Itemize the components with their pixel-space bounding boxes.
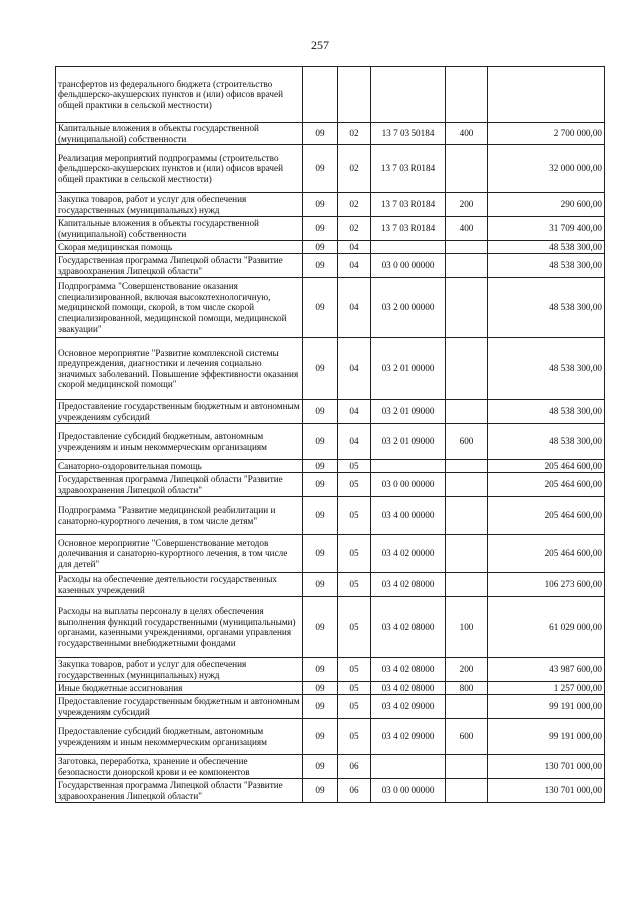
budget-table bbox=[55, 66, 605, 803]
row-ved: 09 bbox=[303, 597, 338, 658]
row-vr bbox=[446, 535, 488, 573]
row-csr: 03 4 02 08000 bbox=[371, 597, 446, 658]
row-vr: 100 bbox=[446, 597, 488, 658]
row-vr bbox=[446, 779, 488, 803]
row-sum: 130 701 000,00 bbox=[488, 779, 605, 803]
row-vr: 400 bbox=[446, 217, 488, 241]
row-rz: 05 bbox=[338, 497, 371, 535]
row-name: Предоставление субсидий бюджетным, автономным учреждениям и иным некоммерческим организациям bbox=[56, 719, 303, 755]
row-name: Государственная программа Липецкой области "Развитие здравоохранения Липецкой области" bbox=[56, 254, 303, 278]
row-csr: 03 2 00 00000 bbox=[371, 278, 446, 338]
row-csr: 13 7 03 50184 bbox=[371, 123, 446, 145]
row-rz: 05 bbox=[338, 535, 371, 573]
row-ved: 09 bbox=[303, 278, 338, 338]
row-ved: 09 bbox=[303, 424, 338, 460]
table-row bbox=[56, 217, 605, 241]
row-vr: 200 bbox=[446, 658, 488, 682]
row-sum: 32 000 000,00 bbox=[488, 145, 605, 193]
row-csr: 13 7 03 R0184 bbox=[371, 217, 446, 241]
row-sum: 48 538 300,00 bbox=[488, 254, 605, 278]
row-vr: 200 bbox=[446, 193, 488, 217]
row-vr: 800 bbox=[446, 682, 488, 695]
row-vr: 600 bbox=[446, 719, 488, 755]
row-name: Реализация мероприятий подпрограммы (строительство фельдшерско-акушерских пунктов и (или) офисов врачей общей практики в сельской местности) bbox=[56, 145, 303, 193]
row-vr bbox=[446, 460, 488, 473]
row-rz: 04 bbox=[338, 338, 371, 400]
row-vr bbox=[446, 473, 488, 497]
row-rz: 06 bbox=[338, 755, 371, 779]
row-sum: 106 273 600,00 bbox=[488, 573, 605, 597]
row-vr bbox=[446, 67, 488, 123]
table-row bbox=[56, 755, 605, 779]
row-sum: 205 464 600,00 bbox=[488, 535, 605, 573]
row-ved: 09 bbox=[303, 123, 338, 145]
row-vr bbox=[446, 497, 488, 535]
table-row bbox=[56, 719, 605, 755]
row-rz: 04 bbox=[338, 254, 371, 278]
row-name: Капитальные вложения в объекты государственной (муниципальной) собственности bbox=[56, 123, 303, 145]
row-ved: 09 bbox=[303, 779, 338, 803]
table-row bbox=[56, 573, 605, 597]
row-csr: 03 4 00 00000 bbox=[371, 497, 446, 535]
table-row bbox=[56, 658, 605, 682]
row-name: Заготовка, переработка, хранение и обеспечение безопасности донорской крови и ее компонентов bbox=[56, 755, 303, 779]
row-csr: 03 2 01 00000 bbox=[371, 338, 446, 400]
row-rz: 05 bbox=[338, 658, 371, 682]
row-vr bbox=[446, 400, 488, 424]
row-name: Предоставление субсидий бюджетным, автономным учреждениям и иным некоммерческим организациям bbox=[56, 424, 303, 460]
row-vr bbox=[446, 241, 488, 254]
row-rz: 02 bbox=[338, 123, 371, 145]
row-rz: 04 bbox=[338, 278, 371, 338]
row-rz: 04 bbox=[338, 400, 371, 424]
row-ved: 09 bbox=[303, 460, 338, 473]
table-row bbox=[56, 241, 605, 254]
row-sum bbox=[488, 67, 605, 123]
table-row bbox=[56, 278, 605, 338]
row-sum: 2 700 000,00 bbox=[488, 123, 605, 145]
row-csr bbox=[371, 67, 446, 123]
row-rz: 02 bbox=[338, 145, 371, 193]
row-vr bbox=[446, 254, 488, 278]
row-sum: 48 538 300,00 bbox=[488, 338, 605, 400]
row-sum: 43 987 600,00 bbox=[488, 658, 605, 682]
row-sum: 99 191 000,00 bbox=[488, 695, 605, 719]
row-name: Подпрограмма "Развитие медицинской реабилитации и санаторно-курортного лечения, в том числе детям" bbox=[56, 497, 303, 535]
row-csr: 13 7 03 R0184 bbox=[371, 193, 446, 217]
row-name: Государственная программа Липецкой области "Развитие здравоохранения Липецкой области" bbox=[56, 779, 303, 803]
row-vr: 400 bbox=[446, 123, 488, 145]
row-ved: 09 bbox=[303, 719, 338, 755]
row-sum: 48 538 300,00 bbox=[488, 278, 605, 338]
row-rz: 05 bbox=[338, 460, 371, 473]
row-name: Санаторно-оздоровительная помощь bbox=[56, 460, 303, 473]
row-ved: 09 bbox=[303, 217, 338, 241]
row-vr bbox=[446, 695, 488, 719]
row-csr bbox=[371, 755, 446, 779]
table-row bbox=[56, 695, 605, 719]
row-name: Капитальные вложения в объекты государственной (муниципальной) собственности bbox=[56, 217, 303, 241]
row-ved: 09 bbox=[303, 473, 338, 497]
table-row bbox=[56, 597, 605, 658]
row-rz bbox=[338, 67, 371, 123]
row-name: Основное мероприятие "Совершенствование методов долечивания и санаторно-курортного лечения, в том числе для детей" bbox=[56, 535, 303, 573]
table-row bbox=[56, 497, 605, 535]
row-csr: 03 4 02 08000 bbox=[371, 573, 446, 597]
row-name: Скорая медицинская помощь bbox=[56, 241, 303, 254]
row-rz: 02 bbox=[338, 193, 371, 217]
table-row bbox=[56, 460, 605, 473]
row-csr: 03 4 02 08000 bbox=[371, 682, 446, 695]
row-csr: 13 7 03 R0184 bbox=[371, 145, 446, 193]
row-rz: 05 bbox=[338, 695, 371, 719]
row-name: Основное мероприятие "Развитие комплексной системы предупреждения, диагностики и лечения социально значимых заболеваний. Повышение эффективности оказания скорой медицинской помощи" bbox=[56, 338, 303, 400]
row-ved: 09 bbox=[303, 682, 338, 695]
row-rz: 06 bbox=[338, 779, 371, 803]
row-rz: 05 bbox=[338, 597, 371, 658]
row-csr: 03 4 02 00000 bbox=[371, 535, 446, 573]
row-rz: 04 bbox=[338, 241, 371, 254]
row-vr bbox=[446, 145, 488, 193]
row-sum: 48 538 300,00 bbox=[488, 241, 605, 254]
table-row bbox=[56, 193, 605, 217]
row-name: Закупка товаров, работ и услуг для обеспечения государственных (муниципальных) нужд bbox=[56, 658, 303, 682]
row-csr bbox=[371, 460, 446, 473]
row-csr: 03 0 00 00000 bbox=[371, 254, 446, 278]
row-rz: 05 bbox=[338, 473, 371, 497]
row-csr bbox=[371, 241, 446, 254]
row-ved: 09 bbox=[303, 497, 338, 535]
row-csr: 03 2 01 09000 bbox=[371, 400, 446, 424]
row-rz: 05 bbox=[338, 573, 371, 597]
table-row bbox=[56, 67, 605, 123]
row-csr: 03 2 01 09000 bbox=[371, 424, 446, 460]
row-csr: 03 0 00 00000 bbox=[371, 779, 446, 803]
row-name: Предоставление государственным бюджетным и автономным учреждениям субсидий bbox=[56, 695, 303, 719]
row-ved: 09 bbox=[303, 145, 338, 193]
table-row bbox=[56, 338, 605, 400]
row-csr: 03 4 02 09000 bbox=[371, 719, 446, 755]
row-name: Закупка товаров, работ и услуг для обеспечения государственных (муниципальных) нужд bbox=[56, 193, 303, 217]
row-name: Расходы на обеспечение деятельности государственных казенных учреждений bbox=[56, 573, 303, 597]
row-vr bbox=[446, 278, 488, 338]
table-row bbox=[56, 123, 605, 145]
table-row bbox=[56, 779, 605, 803]
row-ved: 09 bbox=[303, 695, 338, 719]
row-sum: 205 464 600,00 bbox=[488, 497, 605, 535]
row-sum: 61 029 000,00 bbox=[488, 597, 605, 658]
row-vr: 600 bbox=[446, 424, 488, 460]
row-rz: 02 bbox=[338, 217, 371, 241]
table-row bbox=[56, 535, 605, 573]
row-name: Расходы на выплаты персоналу в целях обеспечения выполнения функций государственными (муниципальными) органами, казенными учреждениями, органами управления государственными внебюджетными фондами bbox=[56, 597, 303, 658]
table-row bbox=[56, 145, 605, 193]
table-row bbox=[56, 254, 605, 278]
row-sum: 205 464 600,00 bbox=[488, 460, 605, 473]
row-ved: 09 bbox=[303, 254, 338, 278]
row-vr bbox=[446, 338, 488, 400]
row-sum: 31 709 400,00 bbox=[488, 217, 605, 241]
row-ved: 09 bbox=[303, 400, 338, 424]
row-ved: 09 bbox=[303, 535, 338, 573]
row-ved: 09 bbox=[303, 338, 338, 400]
row-vr bbox=[446, 755, 488, 779]
row-sum: 48 538 300,00 bbox=[488, 400, 605, 424]
row-csr: 03 0 00 00000 bbox=[371, 473, 446, 497]
row-rz: 05 bbox=[338, 682, 371, 695]
row-sum: 99 191 000,00 bbox=[488, 719, 605, 755]
table-row bbox=[56, 473, 605, 497]
row-name: Иные бюджетные ассигнования bbox=[56, 682, 303, 695]
row-name: трансфертов из федерального бюджета (строительство фельдшерско-акушерских пунктов и (или) офисов врачей общей практики в сельской местности) bbox=[56, 67, 303, 123]
row-sum: 1 257 000,00 bbox=[488, 682, 605, 695]
row-ved: 09 bbox=[303, 193, 338, 217]
row-ved: 09 bbox=[303, 658, 338, 682]
row-ved: 09 bbox=[303, 755, 338, 779]
row-name: Предоставление государственным бюджетным и автономным учреждениям субсидий bbox=[56, 400, 303, 424]
page-number: 257 bbox=[311, 38, 329, 52]
row-csr: 03 4 02 09000 bbox=[371, 695, 446, 719]
table-row bbox=[56, 424, 605, 460]
row-ved bbox=[303, 67, 338, 123]
row-csr: 03 4 02 08000 bbox=[371, 658, 446, 682]
row-rz: 05 bbox=[338, 719, 371, 755]
row-ved: 09 bbox=[303, 573, 338, 597]
row-sum: 290 600,00 bbox=[488, 193, 605, 217]
row-vr bbox=[446, 573, 488, 597]
table-row bbox=[56, 400, 605, 424]
row-sum: 48 538 300,00 bbox=[488, 424, 605, 460]
row-sum: 130 701 000,00 bbox=[488, 755, 605, 779]
row-name: Государственная программа Липецкой области "Развитие здравоохранения Липецкой области" bbox=[56, 473, 303, 497]
row-rz: 04 bbox=[338, 424, 371, 460]
row-name: Подпрограмма "Совершенствование оказания специализированной, включая высокотехнологичную, медицинской помощи, скорой, в том числе скорой специализированной, медицинской помощи, медицинской эвакуации" bbox=[56, 278, 303, 338]
row-sum: 205 464 600,00 bbox=[488, 473, 605, 497]
row-ved: 09 bbox=[303, 241, 338, 254]
table-row bbox=[56, 682, 605, 695]
